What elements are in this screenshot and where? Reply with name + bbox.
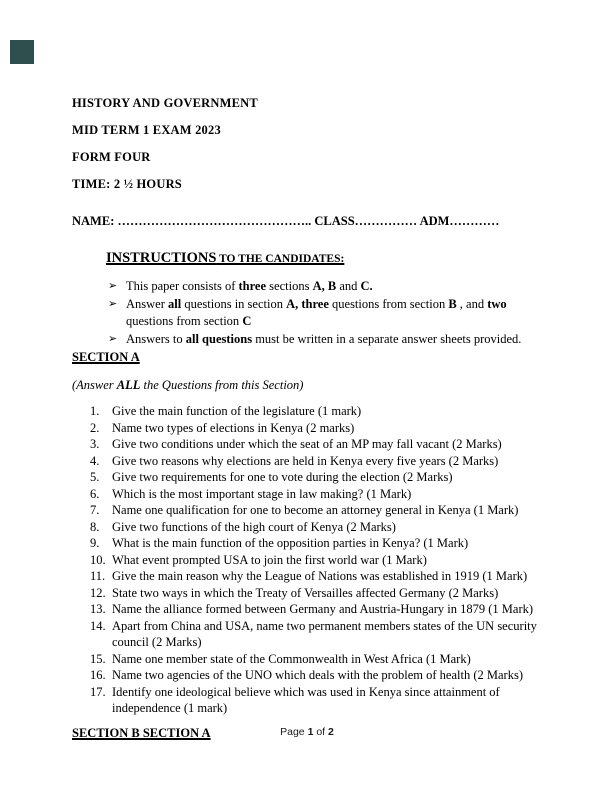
instructions-heading [72,249,544,267]
page-content [72,0,544,741]
question-number: 7. [90,503,100,517]
question-text: Identify one ideological believe which was used in Kenya since attainment of independence (1 mark) [112,684,500,715]
question-row [90,568,544,585]
instruction-item [108,296,544,331]
section-a-note [72,377,544,393]
question-row [90,469,544,486]
text-segment: two [487,296,507,311]
question-text: What event prompted USA to join the first world war (1 Mark) [112,552,427,567]
text-segment: questions in section [181,296,287,311]
text-segment: questions from section [328,296,449,311]
text-segment: B [448,296,457,311]
instructions-heading-rest: TO THE CANDIDATES: [216,253,345,265]
text-segment: This paper consists of [126,279,239,293]
text-segment: 2 [328,726,334,738]
question-row [90,502,544,519]
question-number: 10. [90,552,106,567]
question-text: Give two functions of the high court of Kenya (2 Marks) [112,519,396,534]
instructions-heading-main: INSTRUCTIONS [106,250,217,266]
question-row [90,403,544,420]
instruction-text [126,278,542,296]
question-row [90,486,544,503]
question-row [90,420,544,437]
arrow-bullet-icon: ➢ [108,280,118,292]
question-text: Name one qualification for one to become an attorney general in Kenya (1 Mark) [112,503,519,517]
text-segment: must be written in a separate answer sheets provided. [252,331,522,346]
instruction-text [126,331,542,349]
question-text: Name two types of elections in Kenya (2 marks) [112,420,355,435]
question-list [72,403,544,717]
text-segment: sections [266,279,313,293]
text-segment: , and [456,296,488,311]
question-number: 15. [90,651,106,666]
comment-annotation-icon[interactable] [10,40,34,64]
instruction-item [108,278,544,296]
question-number: 8. [90,519,100,534]
question-text: Which is the most important stage in law making? (1 Mark) [112,486,412,501]
instruction-item [108,331,544,349]
text-segment: (Answer [72,378,117,392]
text-segment: A, three [286,296,329,311]
question-text: Name two agencies of the UNO which deals with the problem of health (2 Marks) [112,668,523,682]
header-line: HISTORY AND GOVERNMENT [72,96,258,110]
text-segment: Answer [126,296,169,311]
instructions-list [72,278,544,348]
question-number: 1. [90,404,100,418]
text-segment: Answers to [126,331,186,346]
question-number: 16. [90,668,106,682]
question-row [90,585,544,602]
text-segment: Page [280,726,308,738]
exam-header [72,0,544,191]
question-number: 12. [90,585,106,600]
text-segment: C [242,314,252,328]
question-row [90,651,544,668]
question-text: Give two reasons why elections are held in Kenya every five years (2 Marks) [112,453,499,468]
text-segment: A, B [312,279,337,293]
text-segment: C. [360,279,373,293]
arrow-bullet-icon: ➢ [108,297,118,310]
question-text: Give the main reason why the League of Nations was established in 1919 (1 Mark) [112,569,528,583]
text-segment: all [168,296,182,311]
question-row [90,535,544,552]
question-text: What is the main function of the opposition parties in Kenya? (1 Mark) [112,536,469,550]
question-number: 14. [90,618,106,633]
text-segment: the Questions from this Section) [140,378,304,392]
arrow-bullet-icon: ➢ [108,332,118,345]
page-number-footer [72,726,542,738]
question-text: Give two conditions under which the seat of an MP may fall vacant (2 Marks) [112,437,502,451]
question-number: 9. [90,536,100,550]
question-text: Apart from China and USA, name two permanent members states of the UN security council (2 Marks) [112,618,537,649]
question-row [90,684,544,717]
question-number: 17. [90,684,106,699]
question-row [90,667,544,684]
text-segment: and [336,279,361,293]
question-text: State two ways in which the Treaty of Versailles affected Germany (2 Marks) [112,585,499,600]
name-class-adm-line: NAME: ……………………………………….. CLASS…………… ADM………… [72,214,500,228]
text-segment: three [238,279,267,293]
text-segment: ALL [116,378,141,392]
text-segment: of [313,726,329,738]
text-segment: questions from section [126,314,243,328]
text-segment: 1 [307,726,314,738]
question-text: Name one member state of the Commonwealth in West Africa (1 Mark) [112,651,471,666]
question-number: 3. [90,437,100,451]
question-number: 11. [90,569,106,583]
header-line: TIME: 2 ½ HOURS [72,177,182,191]
question-text: Name the alliance formed between Germany and Austria-Hungary in 1879 (1 Mark) [112,602,534,616]
header-line: FORM FOUR [72,150,151,164]
question-text: Give two requirements for one to vote during the election (2 Marks) [112,470,453,484]
section-b-heading: SECTION B SECTION A [72,725,211,740]
question-row [90,436,544,453]
question-row [90,552,544,569]
question-number: 2. [90,420,100,435]
question-text: Give the main function of the legislature (1 mark) [112,404,362,418]
question-row [90,601,544,618]
question-row [90,453,544,470]
question-number: 5. [90,470,100,484]
header-line: MID TERM 1 EXAM 2023 [72,123,221,137]
question-number: 4. [90,453,100,468]
question-row [90,519,544,536]
question-number: 6. [90,486,100,501]
question-number: 13. [90,602,106,616]
section-a-heading: SECTION A [72,350,140,364]
question-row [90,618,544,651]
instruction-text [126,296,542,331]
text-segment: all questions [185,331,253,346]
